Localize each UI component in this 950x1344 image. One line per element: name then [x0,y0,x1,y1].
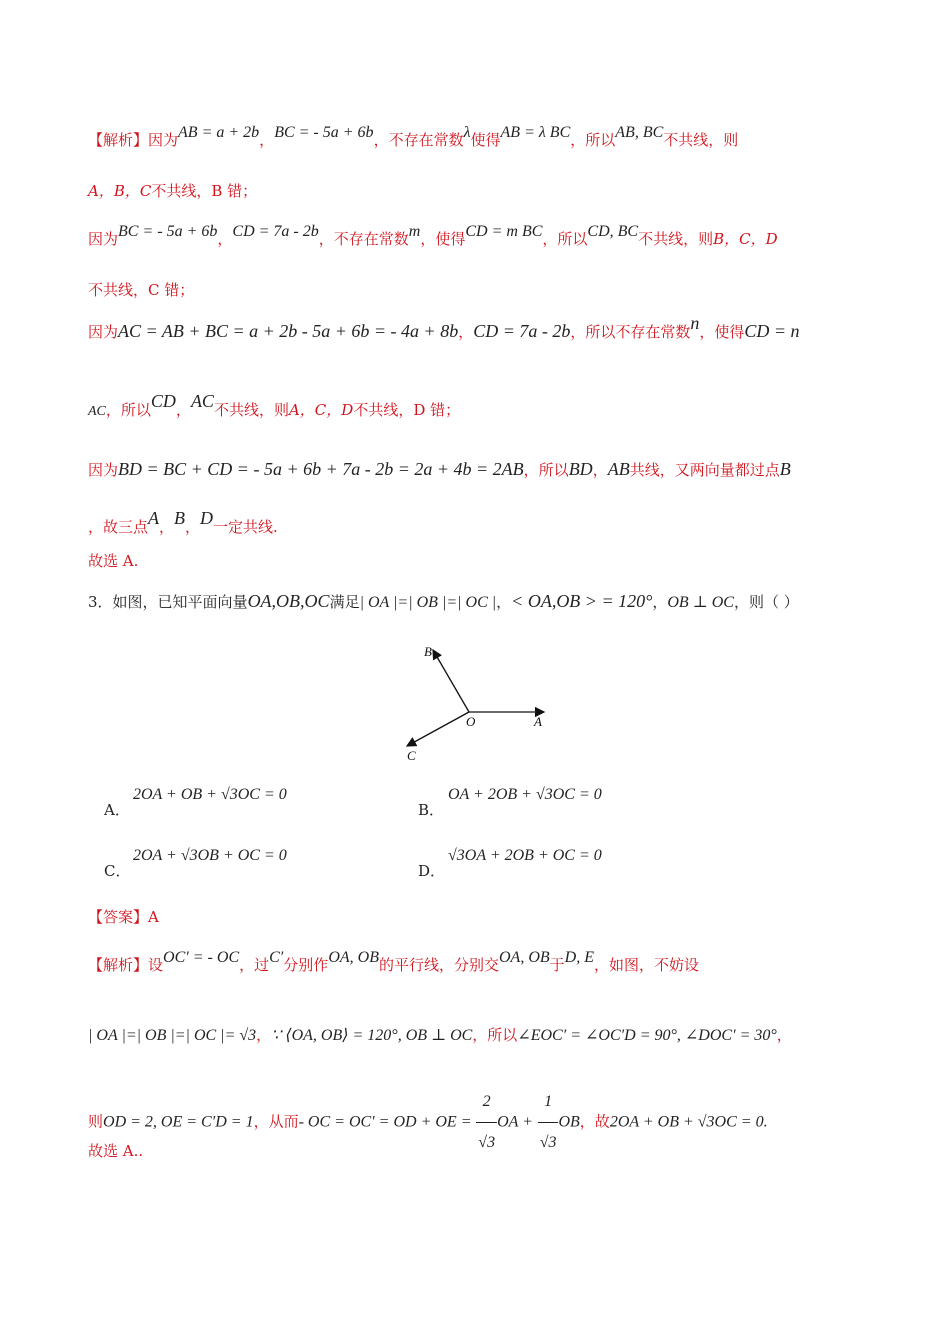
text: ， [652,593,668,611]
analysis2-line4 [88,1140,143,1162]
option-b-letter: B． [418,801,445,819]
answer-line [88,906,159,928]
analysis2-line1 [88,949,699,977]
text: ，故三点 [88,518,149,536]
analysis-tag: 【解析】 [88,956,149,974]
text: ，使得 [699,323,745,341]
analysis1-line7 [88,458,791,481]
analysis1-line9 [88,550,138,572]
text: ，所以 [523,461,569,479]
text: ，所以 [570,131,616,149]
text: 的平行线，分别交 [378,956,499,974]
label-c: C [407,748,416,763]
text: ， [259,131,275,149]
text: 因为 [88,461,119,479]
fraction-2-over-sqrt3 [476,1082,497,1163]
math-bc-eq: BC = - 5a + 6b [118,223,218,240]
text: ，所以不存在常数 [570,323,691,341]
math-d-e: D, E [564,949,594,966]
analysis2-line2 [88,1024,792,1047]
answer-value: A [148,908,159,926]
math-final-equation: 2OA + OB + √3OC = 0 [609,1113,764,1131]
analysis1-line4 [88,279,194,301]
text: 故选 A.. [88,1142,144,1160]
fraction-1-over-sqrt3 [538,1082,559,1163]
math-od-oe: OD = 2, OE = C′D = 1 [103,1113,254,1131]
text: 设 [148,956,164,974]
text: 满足 [329,593,360,611]
text: ，则（ ） [733,593,799,611]
text: ， [776,1026,792,1044]
analysis1-line6 [88,391,461,423]
text: 因为 [88,323,119,341]
text: ，使得 [420,230,466,248]
math-ab-lambda-bc: AB = λ BC [500,124,571,141]
math-ac-expansion: AC = AB + BC = a + 2b - 5a + 6b = - 4a + 8b [118,321,459,341]
math-ab-eq: AB = a + 2b [178,124,260,141]
text: 分别作 [283,956,329,974]
text: ， [159,518,175,536]
points-acd: A，C，D [288,401,354,419]
answer-tag: 【答案】 [88,908,149,926]
text: ， [217,230,233,248]
text: 使得 [470,131,501,149]
math-vectors: OA,OB,OC [247,591,330,611]
label-a: A [534,714,542,729]
text: 不共线，D 错； [353,401,461,419]
analysis-tag: 【解析】 [88,131,149,149]
math-ab: AB [607,459,630,479]
text: 一定共线. [213,518,278,536]
math-bd: BD [568,459,593,479]
math-cd-eq: CD = 7a - 2b [232,223,319,240]
math-ob: OB [558,1113,580,1131]
math-cd-eq: CD = 7a - 2b [473,321,571,341]
text: . [763,1113,768,1131]
math-ob-perp-oc: OB ⊥ OC [667,594,734,611]
text: 于 [549,956,565,974]
math-magnitudes-sqrt3: | OA |=| OB |=| OC |= √3 [88,1027,257,1044]
text: ，所以 [542,230,588,248]
fraction-denominator: √3 [478,1134,496,1151]
math-ab-bc: AB, BC [615,124,664,141]
text: ，所以 [105,401,151,419]
math-oc-prime: OC′ = - OC [163,949,240,966]
text: ，从而 [253,1112,299,1131]
text: 故选 A. [88,552,139,570]
math-oc-decomposition: - OC = OC′ = OD + OE = [298,1113,472,1131]
math-cd-n: CD = n [744,321,800,341]
text: ，过 [239,956,270,974]
label-o: O [466,714,476,729]
math-oa-ob: OA, OB [498,949,550,966]
math-angles: ∠EOC′ = ∠OC′D = 90°, ∠DOC′ = 30° [517,1027,777,1044]
question3-stem [88,590,799,614]
math-cd-m-bc: CD = m BC [465,223,543,240]
text: ， [458,323,474,341]
vector-oc [407,712,469,746]
text: ， [175,401,191,419]
text: ，故 [579,1112,610,1131]
math-oa-plus: OA + [497,1113,533,1131]
math-m: m [408,223,421,240]
text: 因为 [88,230,119,248]
points-abc: A，B，C [88,182,152,200]
option-b-math[interactable]: OA + 2OB + √3OC = 0 [448,786,602,803]
option-a-letter: A． [104,801,130,819]
analysis1-line1 [88,124,739,152]
analysis2-line3 [88,1082,768,1163]
math-cd-bc: CD, BC [587,223,639,240]
text: 不共线，则 [213,401,289,419]
fraction-numerator: 2 [476,1082,497,1123]
option-d-letter: D． [418,862,446,880]
text: ， [256,1026,272,1044]
math-bc-eq: BC = - 5a + 6b [274,124,374,141]
text: ， [592,461,608,479]
math-equal-magnitudes: | OA |=| OB |=| OC | [359,594,497,611]
math-n: n [690,313,700,333]
text: ， [496,593,512,611]
option-a-math[interactable]: 2OA + OB + √3OC = 0 [133,786,287,803]
text: 则 [88,1112,104,1131]
analysis1-line8 [88,508,278,538]
points-bcd: B，C，D [713,230,778,248]
text: ，如图，不妨设 [593,956,699,974]
text: ，所以 [472,1026,518,1044]
analysis1-line2 [88,180,257,202]
math-lambda: λ [463,124,471,141]
label-b: B [424,644,432,659]
text: ，不存在常数 [373,131,464,149]
option-d-math[interactable]: √3OA + 2OB + OC = 0 [448,847,602,864]
math-because: ∵ ⟨OA, OB⟩ = 120°, OB ⊥ OC [271,1027,473,1044]
text: 不共线，则 [638,230,714,248]
math-angle-120: < OA,OB > = 120° [511,591,653,611]
analysis1-line3 [88,223,778,251]
fraction-denominator: √3 [539,1134,557,1151]
text: ， [185,518,201,536]
text: ，不存在常数 [318,230,409,248]
math-oa-ob: OA, OB [328,949,379,966]
fraction-numerator: 1 [538,1082,559,1123]
option-c-math[interactable]: 2OA + √3OB + OC = 0 [133,847,287,864]
text: 如图，已知平面向量 [112,593,248,611]
math-a: A [148,508,160,528]
math-b: B [779,459,791,479]
text: 不共线，C 错； [88,281,195,299]
text: 不共线，B 错； [151,182,258,200]
math-ac: AC [88,404,106,419]
math-bd-expansion: BD = BC + CD = - 5a + 6b + 7a - 2b = 2a + 4b = 2AB [118,459,524,479]
vector-figure [400,640,560,770]
math-ac: AC [190,391,214,411]
question-number: 3． [88,593,113,611]
option-c-letter: C． [104,862,131,880]
math-d: D [200,508,214,528]
text: 不共线，则 [663,131,739,149]
math-c-prime: C′ [269,949,284,966]
math-b: B [174,508,186,528]
analysis1-line5 [88,313,800,343]
math-cd: CD [150,391,176,411]
vector-ob [433,650,469,712]
text: 因为 [148,131,179,149]
text: 共线，又两向量都过点 [629,461,780,479]
